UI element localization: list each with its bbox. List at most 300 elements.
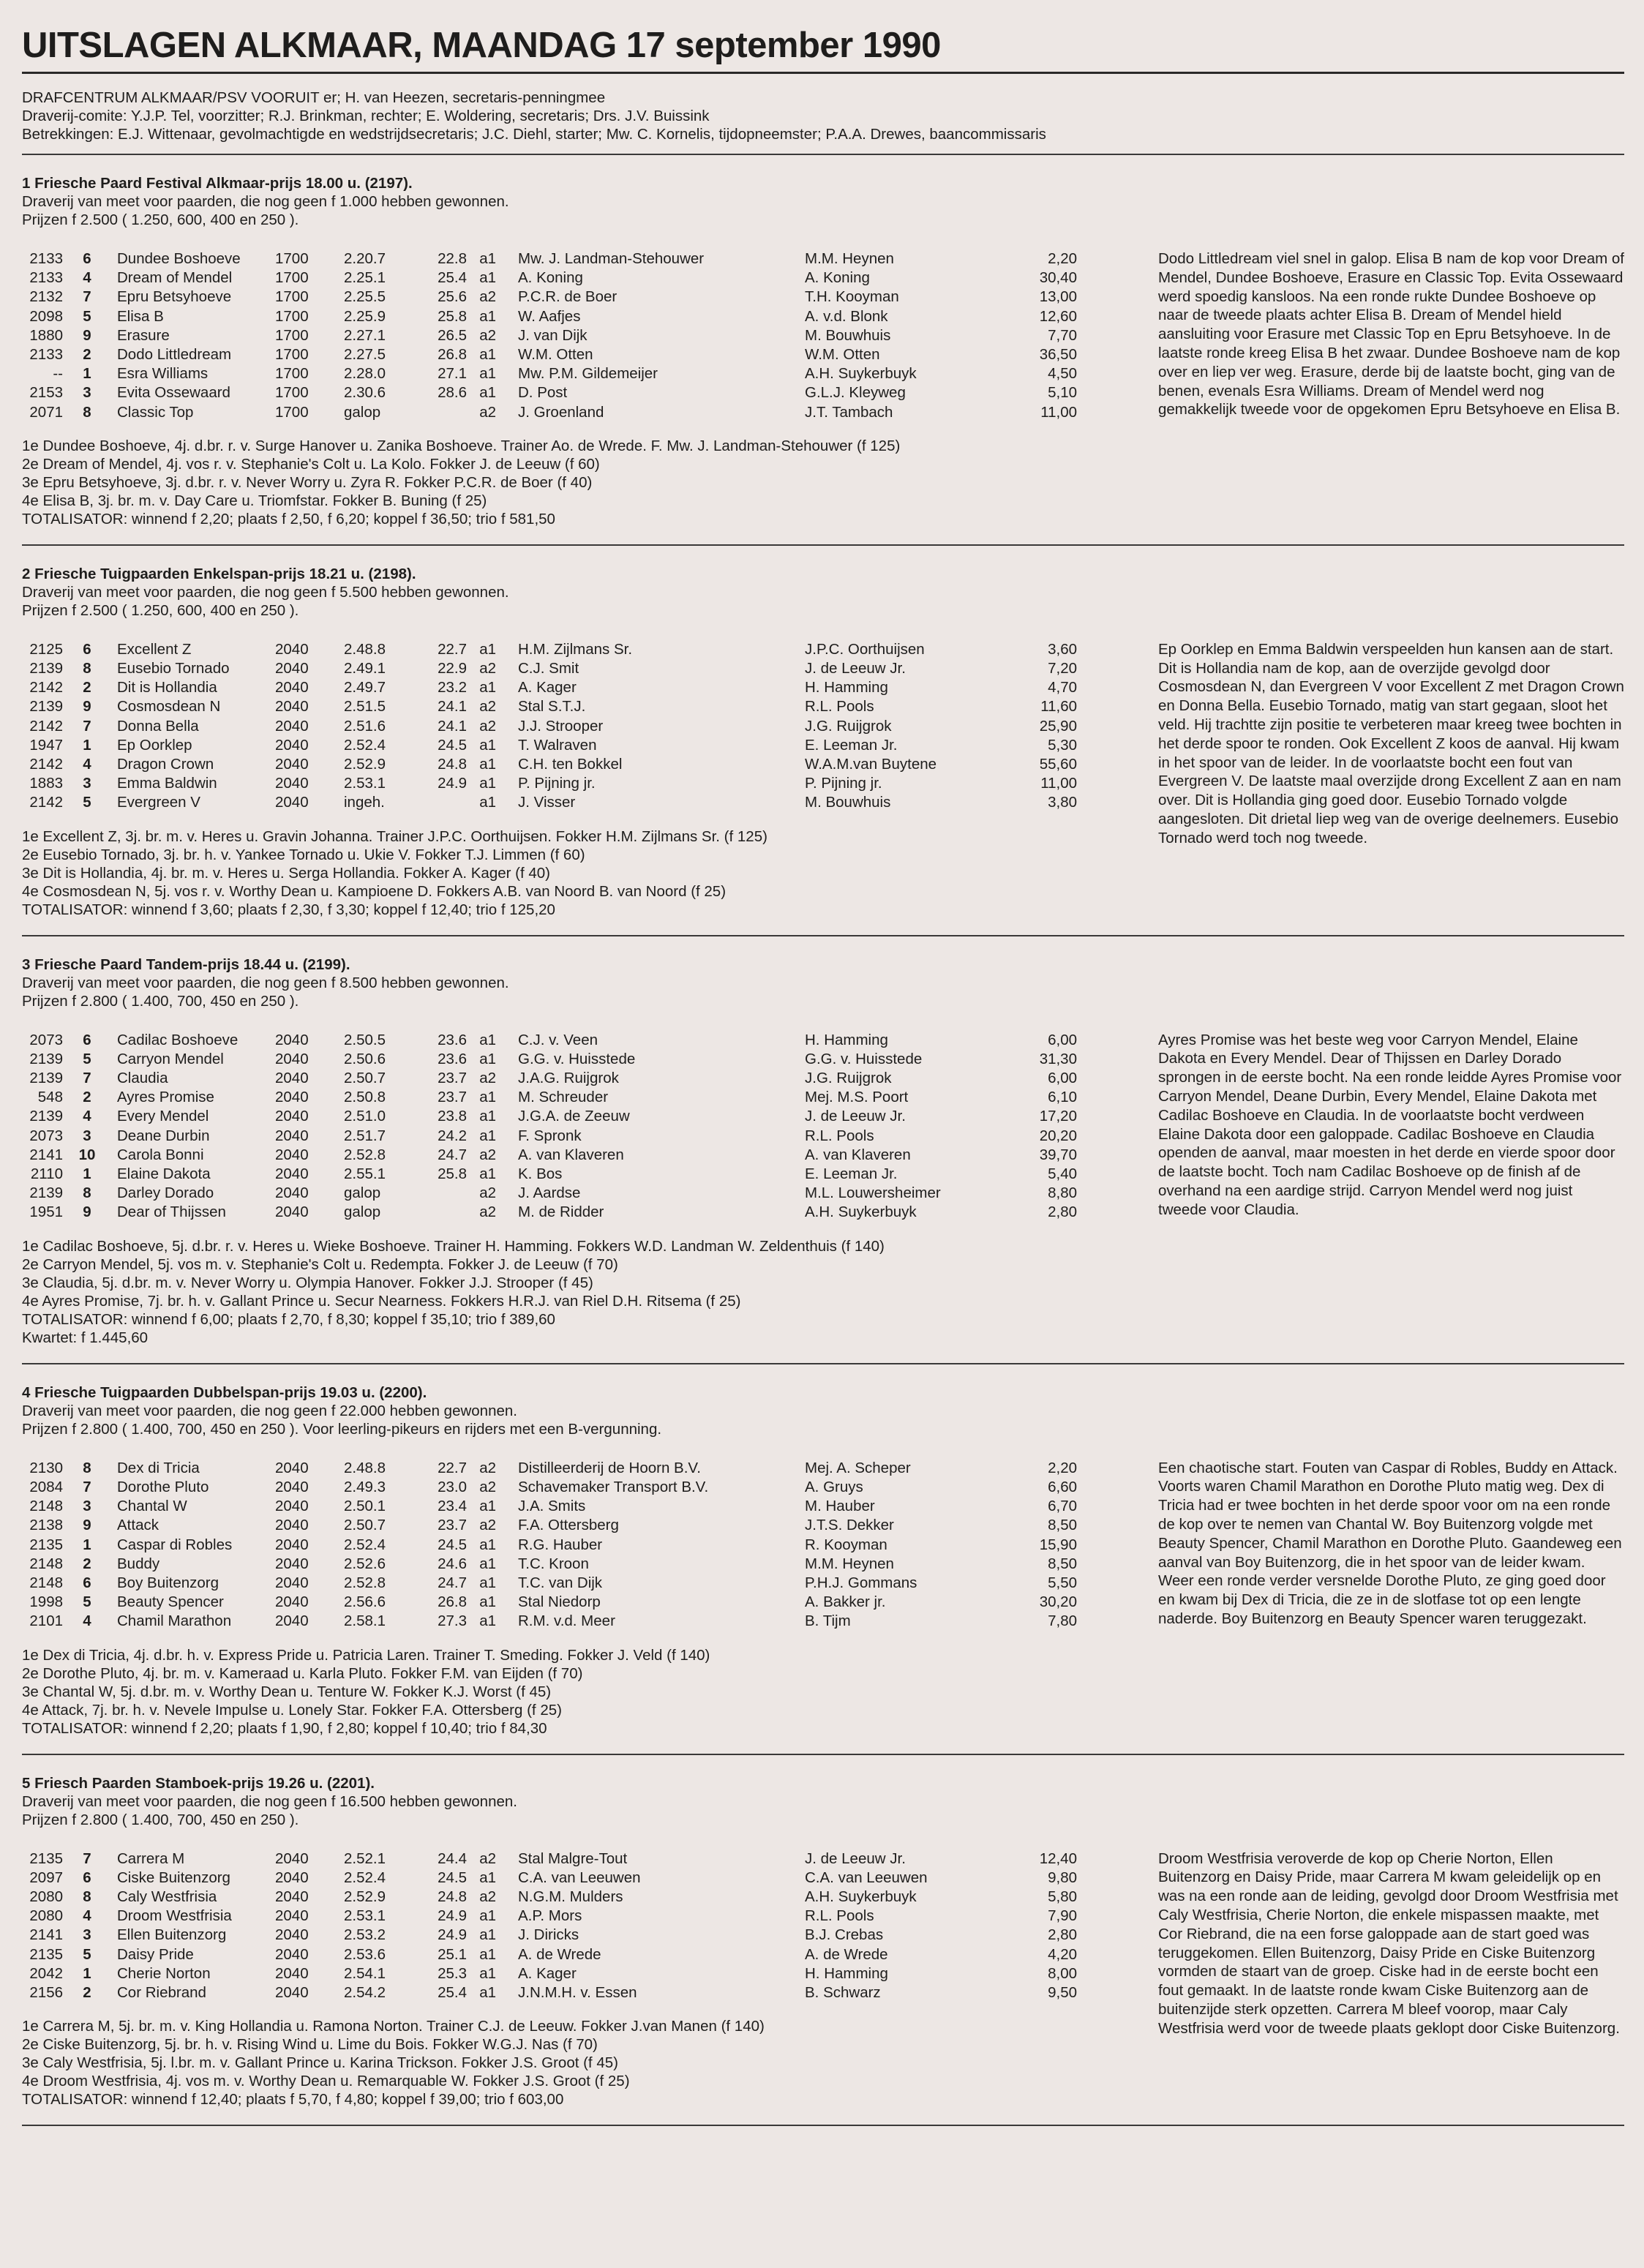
race-conditions: Draverij van meet voor paarden, die nog geen f 16.500 hebben gewonnen. (22, 1792, 517, 1810)
previous-race-number: 1883 (29, 775, 63, 792)
owner: J.G.A. de Zeeuw (518, 1108, 630, 1125)
start-number (63, 774, 100, 793)
class-code: a1 (479, 775, 496, 792)
finish-time: 2.25.5 (344, 288, 386, 306)
km-time: 25.8 (438, 307, 467, 325)
distance: 2040 (275, 1964, 309, 1982)
km-time: 23.7 (438, 1070, 467, 1087)
distance: 2040 (275, 1165, 309, 1183)
start-number (63, 659, 100, 678)
start-number-value: 8 (83, 660, 91, 677)
class-code: a1 (479, 1926, 496, 1944)
start-number-value: 3 (83, 1926, 91, 1944)
previous-race-number: 2142 (29, 756, 63, 773)
start-number (63, 640, 100, 659)
table-row (22, 1031, 1077, 1050)
owner: Mw. P.M. Gildemeijer (518, 365, 658, 383)
driver: A. Koning (805, 269, 870, 287)
placing-line: 2e Dorothe Pluto, 4j. br. m. v. Kameraad u. Karla Pluto. Fokker F.M. van Eijden (f 70) (22, 1664, 583, 1682)
previous-race-number: 2135 (29, 1850, 63, 1867)
distance: 2040 (275, 1888, 309, 1905)
finish-time: galop (344, 1204, 381, 1221)
previous-race-number: 548 (37, 1089, 63, 1106)
km-time: 22.7 (438, 1459, 467, 1476)
start-number (63, 249, 100, 269)
km-time: 23.2 (438, 679, 467, 696)
class-code: a1 (479, 307, 496, 325)
distance: 2040 (275, 1593, 309, 1611)
start-number-value: 6 (83, 250, 91, 267)
distance: 2040 (275, 1459, 309, 1476)
finish-time: 2.53.1 (344, 1907, 386, 1925)
owner: J. Diricks (518, 1926, 579, 1944)
km-time: 24.6 (438, 1555, 467, 1572)
class-code: a1 (479, 1983, 496, 2001)
start-number-value: 4 (83, 756, 91, 773)
start-number (63, 717, 100, 736)
table-row (22, 269, 1077, 288)
class-code: a1 (479, 1165, 496, 1183)
start-number-value: 6 (83, 1574, 91, 1591)
driver: B.J. Crebas (805, 1926, 884, 1944)
distance: 2040 (275, 698, 309, 716)
previous-race-number: 2153 (29, 384, 63, 402)
previous-race-number: 2071 (29, 403, 63, 421)
km-time: 22.8 (438, 250, 467, 267)
start-number-value: 8 (83, 1459, 91, 1476)
horse-name: Dodo Littledream (117, 346, 232, 364)
km-time: 24.1 (438, 717, 467, 735)
owner: A. Kager (518, 1964, 577, 1982)
odds: 9,80 (1048, 1869, 1077, 1886)
section-rule (22, 1363, 1624, 1364)
odds: 6,10 (1048, 1089, 1077, 1106)
class-code: a1 (479, 736, 496, 754)
finish-time: 2.28.0 (344, 365, 386, 383)
owner: Stal S.T.J. (518, 698, 586, 716)
horse-name: Dit is Hollandia (117, 679, 217, 696)
organisation-info (22, 89, 1624, 143)
class-code: a2 (479, 326, 496, 344)
owner: A. Koning (518, 269, 583, 287)
class-code: a1 (479, 1555, 496, 1572)
km-time: 23.4 (438, 1498, 467, 1515)
class-code: a1 (479, 1536, 496, 1553)
placing-line: 3e Epru Betsyhoeve, 3j. d.br. r. v. Never Worry u. Zyra R. Fokker P.C.R. de Boer (f 40) (22, 473, 593, 491)
finish-time: 2.53.2 (344, 1926, 386, 1944)
results-table (22, 1459, 1077, 1631)
driver: P. Pijning jr. (805, 775, 882, 792)
distance: 2040 (275, 1555, 309, 1572)
finish-time: 2.48.8 (344, 640, 386, 658)
odds: 25,90 (1039, 717, 1077, 735)
horse-name: Daisy Pride (117, 1945, 194, 1963)
odds: 36,50 (1039, 346, 1077, 364)
driver: W.M. Otten (805, 346, 880, 364)
km-time: 25.4 (438, 269, 467, 287)
finish-time: 2.58.1 (344, 1612, 386, 1630)
finish-time: 2.52.4 (344, 1869, 386, 1886)
start-number-value: 8 (83, 403, 91, 421)
distance: 2040 (275, 1945, 309, 1963)
placing-line: 1e Cadilac Boshoeve, 5j. d.br. r. v. Heres u. Wieke Boshoeve. Trainer H. Hamming. Fokkers W.D. Landman W. Zeldenthuis (f 140) (22, 1237, 885, 1255)
previous-race-number: 2042 (29, 1964, 63, 1982)
finish-time: 2.49.7 (344, 679, 386, 696)
finish-time: 2.52.8 (344, 1574, 386, 1591)
odds: 4,20 (1048, 1945, 1077, 1963)
distance: 2040 (275, 794, 309, 811)
km-time: 24.9 (438, 775, 467, 792)
previous-race-number: 2139 (29, 1070, 63, 1087)
km-time: 24.2 (438, 1127, 467, 1144)
start-number (63, 1983, 100, 2002)
odds: 5,30 (1048, 736, 1077, 754)
start-number (63, 736, 100, 755)
horse-name: Caly Westfrisia (117, 1888, 217, 1905)
start-number-value: 9 (83, 1517, 91, 1534)
payout-line: TOTALISATOR: winnend f 3,60; plaats f 2,30, f 3,30; koppel f 12,40; trio f 125,20 (22, 901, 555, 918)
title-rule (22, 72, 1624, 74)
distance: 2040 (275, 1127, 309, 1144)
owner: J.A. Smits (518, 1498, 586, 1515)
race-section (22, 955, 1624, 1364)
owner: J. Aardse (518, 1184, 581, 1202)
table-row (22, 1088, 1077, 1107)
placing-line: 4e Attack, 7j. br. h. v. Nevele Impulse u. Lonely Star. Fokker F.A. Ottersberg (f 25) (22, 1701, 562, 1719)
driver: B. Tijm (805, 1612, 851, 1630)
owner: F. Spronk (518, 1127, 582, 1144)
horse-name: Eusebio Tornado (117, 660, 230, 677)
race-commentary: Dodo Littledream viel snel in galop. Elisa B nam de kop voor Dream of Mendel, Dundee Boshoeve, Erasure en Classic Top. Evita Ossewaard werd spoedig kansloos. Na een ronde rukte Dundee Boshoeve op naar de tweede plaats achter Elisa B. Dream of Mendel hield aansluiting voor Erasure met Classic Top en Epru Betsyhoeve. In de laatste ronde kreeg Elisa B het zwaar. Dundee Boshoeve nam de kop over en liep ver weg. Erasure, derde bij de laatste bocht, ging van de benen, evenals Esra Williams. Dream of Mendel werd nog gemakkelijk tweede voor de opgekomen Epru Betsyhoeve en Elisa B. (1158, 250, 1624, 418)
odds: 8,50 (1048, 1517, 1077, 1534)
table-row (22, 326, 1077, 345)
previous-race-number: 2101 (29, 1612, 63, 1630)
finish-time: 2.54.2 (344, 1983, 386, 2001)
km-time: 23.6 (438, 1050, 467, 1067)
driver: G.L.J. Kleyweg (805, 384, 906, 402)
start-number (63, 1593, 100, 1612)
race-title: 2 Friesche Tuigpaarden Enkelspan-prijs 18.21 u. (2198). (22, 565, 416, 582)
table-row (22, 1593, 1077, 1612)
table-row (22, 717, 1077, 736)
odds: 2,20 (1048, 1459, 1077, 1476)
previous-race-number: 1947 (29, 736, 63, 754)
distance: 2040 (275, 640, 309, 658)
km-time (424, 403, 467, 422)
odds: 4,50 (1048, 365, 1077, 383)
odds: 5,80 (1048, 1888, 1077, 1905)
start-number (63, 1050, 100, 1069)
start-number-value: 3 (83, 384, 91, 402)
table-row (22, 1478, 1077, 1497)
distance: 2040 (275, 756, 309, 773)
start-number-value: 7 (83, 1478, 91, 1495)
race-body (22, 249, 1624, 422)
class-code: a2 (479, 1070, 496, 1087)
class-code: a1 (479, 1050, 496, 1067)
odds: 55,60 (1039, 756, 1077, 773)
odds: 11,00 (1040, 403, 1077, 421)
owner: C.J. Smit (518, 660, 579, 677)
driver: R.L. Pools (805, 698, 874, 716)
horse-name: Dragon Crown (117, 756, 214, 773)
class-code: a1 (479, 1574, 496, 1591)
odds: 5,40 (1048, 1165, 1077, 1183)
start-number-value: 7 (83, 288, 91, 306)
previous-race-number: 2142 (29, 717, 63, 735)
driver: E. Leeman Jr. (805, 736, 898, 754)
race-summary (22, 1646, 1624, 1738)
km-time: 24.5 (438, 1869, 467, 1886)
horse-name: Ep Oorklep (117, 736, 192, 754)
odds: 11,00 (1040, 775, 1077, 792)
odds: 9,50 (1048, 1983, 1077, 2001)
previous-race-number: 2156 (29, 1983, 63, 2001)
distance: 2040 (275, 1612, 309, 1630)
class-code: a1 (479, 1031, 496, 1048)
owner: Stal Malgre-Tout (518, 1850, 628, 1867)
km-time: 24.9 (438, 1907, 467, 1925)
km-time (424, 1203, 467, 1222)
placing-line: 2e Carryon Mendel, 5j. vos m. v. Stephanie's Colt u. Redempta. Fokker J. de Leeuw (f 70) (22, 1255, 618, 1273)
horse-name: Cadilac Boshoeve (117, 1031, 239, 1048)
payout-line: TOTALISATOR: winnend f 12,40; plaats f 5,70, f 4,80; koppel f 39,00; trio f 603,00 (22, 2091, 564, 2109)
table-row (22, 1926, 1077, 1945)
horse-name: Dorothe Pluto (117, 1478, 209, 1495)
table-row (22, 1850, 1077, 1869)
placing-line: 1e Carrera M, 5j. br. m. v. King Hollandia u. Ramona Norton. Trainer C.J. de Leeuw. Fokker J.van Manen (f 140) (22, 2018, 765, 2035)
finish-time: 2.52.6 (344, 1555, 386, 1572)
results-page (22, 23, 1624, 2126)
race-section (22, 565, 1624, 936)
distance: 2040 (275, 736, 309, 754)
start-number-value: 2 (83, 679, 91, 696)
race-title: 5 Friesch Paarden Stamboek-prijs 19.26 u. (2201). (22, 1774, 375, 1792)
table-row (22, 678, 1077, 697)
odds: 3,60 (1048, 640, 1077, 658)
distance: 2040 (275, 660, 309, 677)
class-code: a2 (479, 1478, 496, 1495)
header-rule (22, 154, 1624, 155)
driver: H. Hamming (805, 1964, 888, 1982)
horse-name: Ayres Promise (117, 1089, 214, 1106)
km-time (424, 793, 467, 812)
start-number (63, 1574, 100, 1593)
distance: 1700 (275, 288, 309, 306)
start-number (63, 1945, 100, 1964)
previous-race-number: 2148 (29, 1498, 63, 1515)
driver: J.G. Ruijgrok (805, 717, 892, 735)
previous-race-number: 2142 (29, 679, 63, 696)
previous-race-number: 2138 (29, 1517, 63, 1534)
table-row (22, 1107, 1077, 1126)
placing-line: 2e Ciske Buitenzorg, 5j. br. h. v. Rising Wind u. Lime du Bois. Fokker W.G.J. Nas (f 70) (22, 2036, 598, 2054)
driver: A. van Klaveren (805, 1146, 911, 1163)
previous-race-number: 2080 (29, 1888, 63, 1905)
driver: J.T. Tambach (805, 403, 893, 421)
table-row (22, 1964, 1077, 1983)
driver: E. Leeman Jr. (805, 1165, 898, 1183)
start-number-value: 4 (83, 269, 91, 287)
distance: 1700 (275, 326, 309, 344)
finish-time: 2.51.6 (344, 717, 386, 735)
driver: T.H. Kooyman (805, 288, 899, 306)
placing-line: 1e Dundee Boshoeve, 4j. d.br. r. v. Surge Hanover u. Zanika Boshoeve. Trainer Ao. de Wrede. F. Mw. J. Landman-Stehouwer (f 125) (22, 437, 901, 454)
odds: 5,10 (1048, 384, 1077, 402)
class-code: a2 (479, 1184, 496, 1202)
finish-time: 2.48.8 (344, 1459, 386, 1476)
race-header (22, 955, 1624, 1010)
start-number (63, 1146, 100, 1165)
distance: 2040 (275, 717, 309, 735)
distance: 2040 (275, 1031, 309, 1048)
finish-time: galop (344, 1184, 381, 1202)
driver: M.L. Louwersheimer (805, 1184, 941, 1202)
driver: H. Hamming (805, 679, 888, 696)
owner: C.A. van Leeuwen (518, 1869, 641, 1886)
start-number-value: 9 (83, 326, 91, 344)
odds: 6,00 (1048, 1031, 1077, 1048)
distance: 2040 (275, 1146, 309, 1163)
class-code: a2 (479, 1459, 496, 1476)
start-number (63, 1478, 100, 1497)
table-row (22, 697, 1077, 716)
start-number (63, 1516, 100, 1535)
horse-name: Darley Dorado (117, 1184, 214, 1202)
class-code: a2 (479, 698, 496, 716)
distance: 2040 (275, 1536, 309, 1553)
table-row (22, 1536, 1077, 1555)
horse-name: Carola Bonni (117, 1146, 204, 1163)
race-header (22, 1383, 1624, 1438)
race-section (22, 1383, 1624, 1755)
finish-time: 2.49.3 (344, 1478, 386, 1495)
distance: 2040 (275, 1517, 309, 1534)
race-body (22, 1031, 1624, 1223)
table-row (22, 755, 1077, 774)
finish-time: 2.53.6 (344, 1945, 386, 1963)
section-rule (22, 1754, 1624, 1755)
class-code: a1 (479, 1964, 496, 1982)
finish-time: 2.50.7 (344, 1070, 386, 1087)
start-number-value: 4 (83, 1108, 91, 1125)
odds: 2,80 (1048, 1926, 1077, 1944)
driver: Mej. M.S. Poort (805, 1089, 909, 1106)
driver: G.G. v. Huisstede (805, 1050, 923, 1067)
finish-time: 2.52.8 (344, 1146, 386, 1163)
start-number (63, 1459, 100, 1478)
finish-time: 2.51.5 (344, 698, 386, 716)
driver: A.H. Suykerbuyk (805, 1888, 917, 1905)
km-time: 23.8 (438, 1108, 467, 1125)
table-row (22, 1983, 1077, 2002)
finish-time: 2.54.1 (344, 1964, 386, 1982)
start-number (63, 1031, 100, 1050)
distance: 1700 (275, 403, 309, 421)
driver: A. Gruys (805, 1478, 863, 1495)
start-number-value: 4 (83, 1907, 91, 1925)
class-code: a2 (479, 1146, 496, 1163)
start-number (63, 1555, 100, 1574)
horse-name: Classic Top (117, 403, 194, 421)
km-time: 24.8 (438, 1888, 467, 1905)
driver: M. Bouwhuis (805, 326, 891, 344)
previous-race-number: 2125 (29, 640, 63, 658)
placing-line: 4e Droom Westfrisia, 4j. vos m. v. Worthy Dean u. Remarquable W. Fokker J.S. Groot (f 25) (22, 2073, 630, 2090)
race-prizes: Prijzen f 2.800 ( 1.400, 700, 450 en 250 ). (22, 1811, 299, 1828)
page-title: UITSLAGEN ALKMAAR, MAANDAG 17 september 1990 (22, 26, 941, 65)
race-section (22, 174, 1624, 546)
start-number-value: 7 (83, 1070, 91, 1087)
table-row (22, 1612, 1077, 1631)
km-time: 23.6 (438, 1031, 467, 1048)
table-row (22, 774, 1077, 793)
driver: A. Bakker jr. (805, 1593, 886, 1611)
start-number-value: 9 (83, 698, 91, 716)
driver: B. Schwarz (805, 1983, 881, 2001)
finish-time: galop (344, 403, 381, 421)
finish-time: 2.50.1 (344, 1498, 386, 1515)
previous-race-number: 2139 (29, 660, 63, 677)
horse-name: Excellent Z (117, 640, 192, 658)
start-number-value: 2 (83, 346, 91, 364)
distance: 2040 (275, 1478, 309, 1495)
start-number-value: 1 (83, 1536, 91, 1553)
owner: G.G. v. Huisstede (518, 1050, 636, 1067)
start-number-value: 9 (83, 1204, 91, 1221)
start-number (63, 288, 100, 307)
start-number-value: 3 (83, 1127, 91, 1144)
start-number (63, 697, 100, 716)
previous-race-number: 2135 (29, 1536, 63, 1553)
finish-time: 2.30.6 (344, 384, 386, 402)
start-number (63, 364, 100, 383)
driver: J.G. Ruijgrok (805, 1070, 892, 1087)
odds: 11,60 (1040, 698, 1077, 716)
horse-name: Every Mendel (117, 1108, 209, 1125)
owner: R.G. Hauber (518, 1536, 603, 1553)
distance: 2040 (275, 1498, 309, 1515)
section-rule (22, 935, 1624, 936)
distance: 2040 (275, 1850, 309, 1867)
odds: 15,90 (1039, 1536, 1077, 1553)
finish-time: 2.25.9 (344, 307, 386, 325)
odds: 8,80 (1048, 1184, 1077, 1202)
owner: T.C. Kroon (518, 1555, 589, 1572)
driver: J.P.C. Oorthuijsen (805, 640, 925, 658)
horse-name: Caspar di Robles (117, 1536, 233, 1553)
previous-race-number: 2135 (29, 1945, 63, 1963)
start-number (63, 1184, 100, 1203)
driver: C.A. van Leeuwen (805, 1869, 928, 1886)
start-number-value: 5 (83, 1050, 91, 1067)
race-title: 3 Friesche Paard Tandem-prijs 18.44 u. (2199). (22, 955, 350, 973)
race-commentary: Droom Westfrisia veroverde de kop op Cherie Norton, Ellen Buitenzorg en Daisy Pride, maar Carrera M kwam geleidelijk op en was na een ronde aan de leiding, gevolgd door Droom Westfrisia met Caly Westfrisia, Cherie Norton, die enkele mispassen maakte, met Cor Riebrand, die na een forse galoppade aan de start goed was teruggekomen. Ellen Buitenzorg, Daisy Pride en Ciske Buitenzorg vormden de staart van de groep. Ciske had in de eerste bocht een fout gemaakt. In de laatste ronde kwam Ciske Buitenzorg aan de buitenzijde sterk opzetten. Carrera M bleef voorop, maar Caly Westfrisia werd voor de tweede plaats geklopt door Ciske Buitenzorg. (1158, 1850, 1620, 2037)
payout-line: Kwartet: f 1.445,60 (22, 1329, 149, 1346)
owner: A. de Wrede (518, 1945, 601, 1963)
class-code: a2 (479, 660, 496, 677)
start-number-value: 5 (83, 1593, 91, 1611)
odds: 39,70 (1039, 1146, 1077, 1163)
horse-name: Dear of Thijssen (117, 1204, 226, 1221)
odds: 7,70 (1048, 326, 1077, 344)
finish-time: 2.50.7 (344, 1517, 386, 1534)
owner: W.M. Otten (518, 346, 593, 364)
horse-name: Chamil Marathon (117, 1612, 232, 1630)
start-number (63, 307, 100, 326)
class-code: a1 (479, 365, 496, 383)
odds: 6,60 (1048, 1478, 1077, 1495)
